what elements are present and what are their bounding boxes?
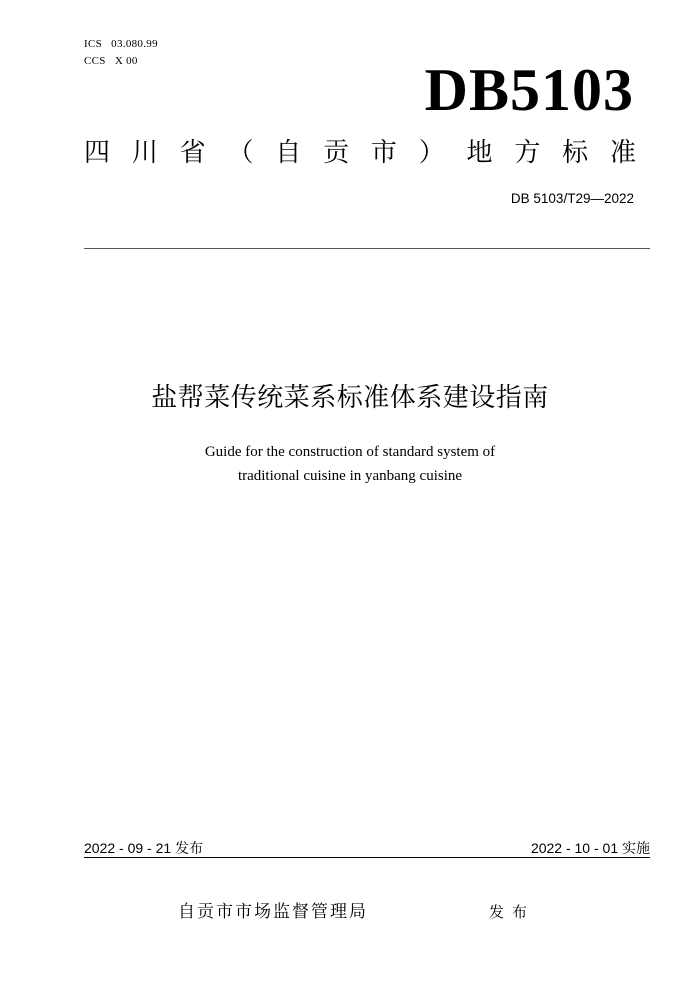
title-en-line-1: Guide for the construction of standard system of (204, 444, 496, 460)
category-char: 市 (370, 138, 397, 168)
ics-code: ICS 03.080.99 (84, 38, 158, 50)
category-char: （ (227, 138, 254, 168)
category-char: 标 (562, 138, 589, 168)
issue-date: 2022 - 09 - 21 发布 (84, 840, 204, 856)
category-char: 地 (466, 138, 493, 168)
ccs-code: CCS X 00 (84, 55, 138, 67)
category-char: 四 (84, 138, 111, 168)
category-char: 准 (609, 138, 636, 168)
category-char: 方 (514, 138, 541, 168)
title-en-line-2: traditional cuisine in yanbang cuisine (237, 468, 463, 484)
category-char: 省 (179, 138, 206, 168)
issuing-authority: 自贡市市场监督管理局 (178, 902, 368, 922)
category-char: 川 (131, 138, 158, 168)
footer-divider (84, 857, 650, 858)
category-char: ） (418, 138, 445, 168)
document-title-cn: 盐帮菜传统菜系标准体系建设指南 (151, 383, 549, 413)
category-char: 自 (275, 138, 302, 168)
standard-number: DB 5103/T29—2022 (510, 191, 634, 206)
standard-category (84, 136, 636, 170)
header-divider (84, 248, 650, 249)
classification-codes (84, 36, 158, 70)
standard-code-large: DB5103 (424, 57, 634, 123)
document-title-en (0, 440, 700, 488)
category-char: 贡 (323, 138, 350, 168)
issue-label: 发布 (489, 903, 536, 921)
effective-date: 2022 - 10 - 01 实施 (530, 840, 650, 856)
